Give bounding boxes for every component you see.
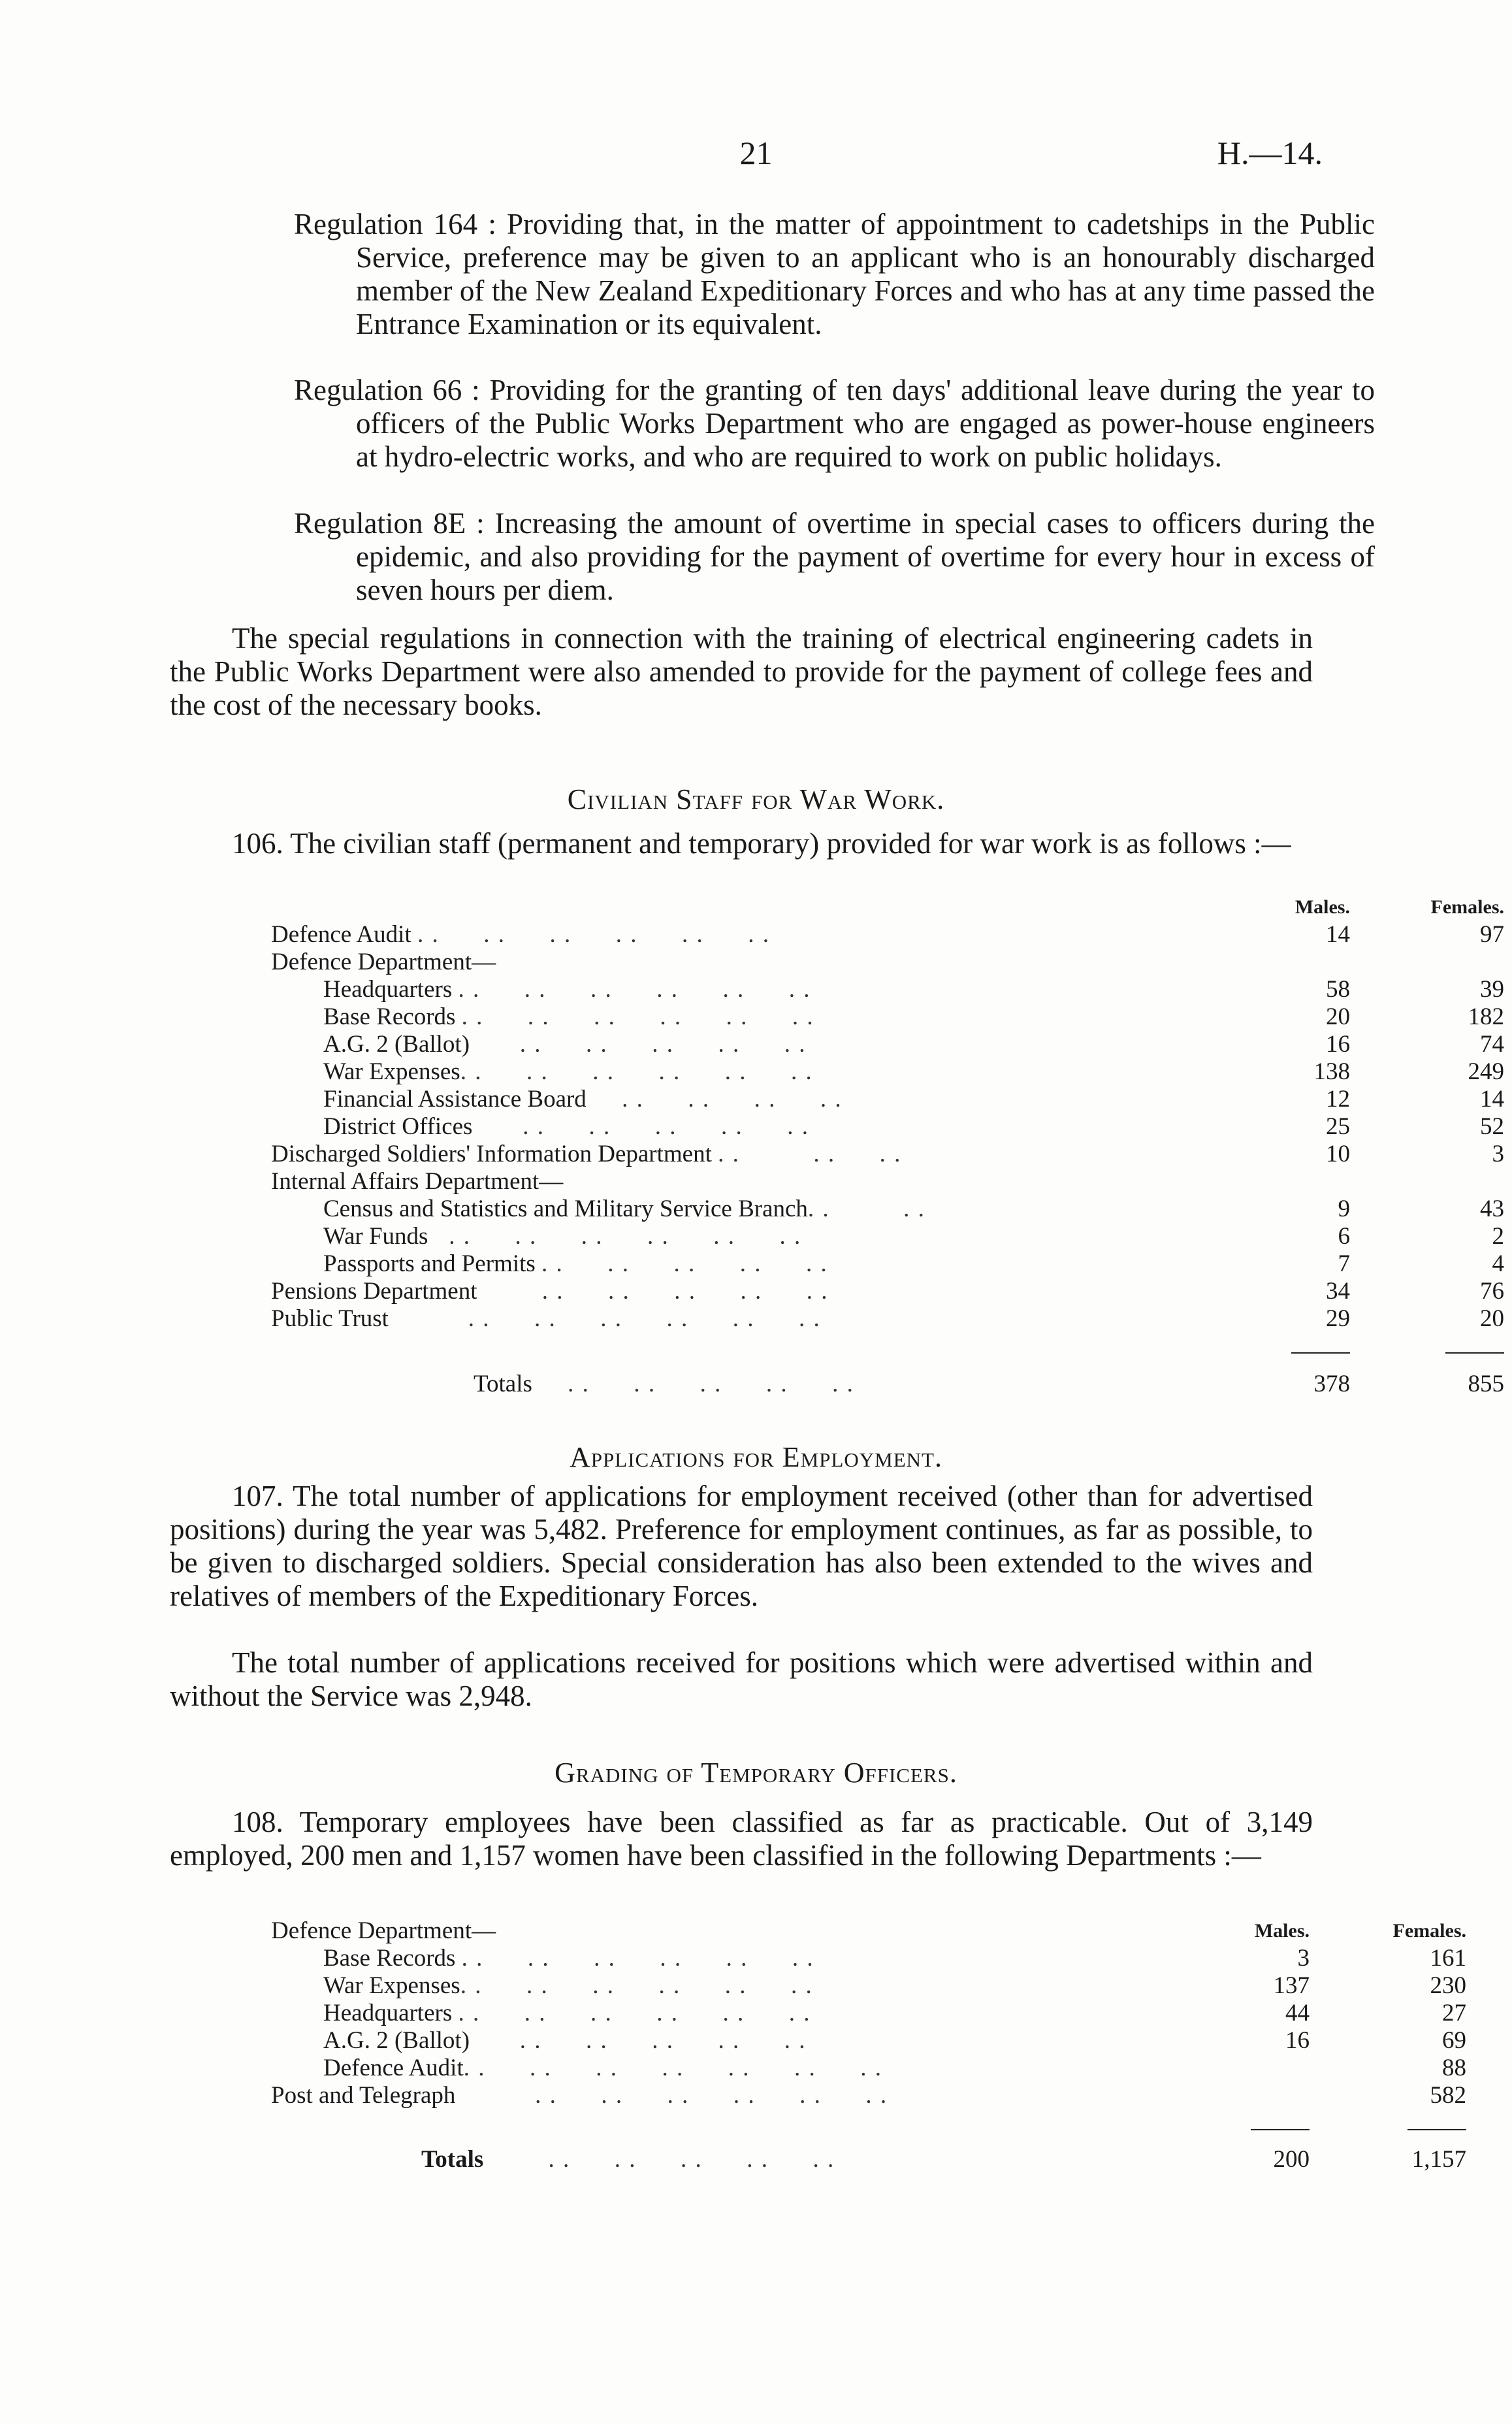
table-row: Pensions Department . . . . . . . . . . 34 76 [271,1278,1512,1305]
females-value: 4 [1492,1250,1504,1277]
regulation-lead: Regulation 66 : [294,374,480,406]
males-value: 34 [1325,1278,1350,1305]
total-rule [1445,1352,1504,1354]
females-value: 97 [1480,921,1504,948]
females-value: 3 [1492,1141,1504,1167]
totals-row: Totals . . . . . . . . . . 378 855 [271,1360,1512,1398]
table-row: Census and Statistics and Military Service Branch. . . . 9 43 [271,1195,1512,1223]
row-label: Public Trust [271,1305,389,1332]
totals-label: Totals [474,1371,532,1397]
females-value: 182 [1468,1003,1504,1030]
males-column-header: Males. [1254,1920,1310,1942]
males-value: 44 [1285,2000,1310,2026]
females-value: 74 [1480,1031,1504,1058]
males-value: 16 [1285,2027,1310,2054]
males-value [1185,2082,1310,2109]
total-rule [1251,2129,1310,2130]
total-males: 378 [1313,1371,1350,1397]
females-value: 20 [1480,1305,1504,1332]
females-column-header: Females. [1392,1920,1466,1942]
table-row: Discharged Soldiers' Information Department . . . . . . 10 3 [271,1141,1512,1168]
total-rule [1407,2129,1466,2130]
row-label: Post and Telegraph [271,2082,456,2109]
report-code: H.—14. [1217,135,1323,171]
table-row: Defence Audit. . . . . . . . . . . . . . 88 [271,2055,1474,2082]
table-row: Base Records . . . . . . . . . . . . 20 182 [271,1003,1512,1031]
males-value: 138 [1313,1058,1350,1085]
table-row: Defence Audit . . . . . . . . . . . . 14 97 [271,921,1512,949]
females-value: 69 [1442,2027,1466,2054]
row-label: Headquarters [323,976,453,1003]
table-row: Financial Assistance Board . . . . . . . . 12 14 [271,1086,1512,1113]
females-value: 27 [1442,2000,1466,2026]
males-value: 29 [1325,1305,1350,1332]
grading-table [271,1917,1474,2173]
applications-paragraph-2: The total number of applications received for positions which were advertised within and without the Service was 2,948. [170,1646,1313,1712]
section-heading-grading: Grading of Temporary Officers. [555,1757,957,1789]
table-row: District Offices . . . . . . . . . . 25 52 [271,1113,1512,1141]
females-value: 39 [1480,976,1504,1003]
females-value: 52 [1480,1113,1504,1140]
females-value: 14 [1480,1086,1504,1113]
row-label: War Expenses [323,1058,460,1085]
total-rule-row [271,2109,1474,2137]
males-value: 9 [1338,1195,1350,1222]
row-label: Base Records [323,1945,456,1972]
table-row [271,949,1512,976]
females-value: 2 [1492,1223,1504,1250]
males-value: 58 [1325,976,1350,1003]
row-label: War Expenses [323,1972,460,1999]
table-header-row [271,1917,1474,1945]
females-value: 43 [1480,1195,1504,1222]
row-label: A.G. 2 (Ballot) [323,2027,470,2054]
regulation-lead: Regulation 8E : [294,507,485,540]
row-label: Discharged Soldiers' Information Department [271,1141,712,1167]
regulation-8e [294,507,1375,607]
row-label: Headquarters [323,2000,453,2026]
table-row: A.G. 2 (Ballot) . . . . . . . . . . 16 69 [271,2027,1474,2055]
females-value: 249 [1468,1058,1504,1085]
table-row: A.G. 2 (Ballot) . . . . . . . . . . 16 74 [271,1031,1512,1058]
table-row: War Expenses. . . . . . . . . . . . 138 249 [271,1058,1512,1086]
regulation-text: Providing for the granting of ten days' additional leave during the year to officers of the Public Works Department who are engaged as power-house engineers at hydro-electric works, and who are required to work on public holidays. [356,374,1375,473]
civilian-staff-table [271,894,1512,1398]
males-value: 12 [1325,1086,1350,1113]
grading-intro: 108. Temporary employees have been classified as far as practicable. Out of 3,149 employed, 200 men and 1,157 women have been classified in the following Departments :— [170,1806,1313,1872]
females-column-header: Females. [1430,896,1504,918]
regulation-text: Increasing the amount of overtime in special cases to officers during the epidemic, and also providing for the payment of overtime for every hour in excess of seven hours per diem. [356,507,1375,606]
row-label: A.G. 2 (Ballot) [323,1031,470,1058]
row-label: Defence Audit [323,2055,464,2081]
row-label: Pensions Department [271,1278,477,1305]
row-label: Base Records [323,1003,456,1030]
table-row: Public Trust . . . . . . . . . . . . 29 20 [271,1305,1512,1333]
males-value: 16 [1325,1031,1350,1058]
table-row: Headquarters . . . . . . . . . . . . 44 27 [271,2000,1474,2027]
males-value: 14 [1325,921,1350,948]
section-heading-applications: Applications for Employment. [570,1441,942,1473]
total-males: 200 [1273,2146,1310,2173]
row-label: District Offices [323,1113,473,1140]
females-value: 161 [1430,1945,1466,1972]
total-rule [1291,1352,1350,1354]
civilian-staff-intro: 106. The civilian staff (permanent and temporary) provided for war work is as follows :— [232,827,1291,860]
regulation-66 [294,374,1375,474]
females-value: 582 [1430,2082,1466,2109]
row-label: Internal Affairs Department— [271,1168,564,1195]
males-value: 10 [1325,1141,1350,1167]
special-regulations-paragraph: The special regulations in connection with the training of electrical engineering cadets in the Public Works Department were also amended to provide for the payment of college fees and the cost of the necessary books. [170,622,1313,721]
row-label: Financial Assistance Board [323,1086,587,1113]
total-rule-row [271,1333,1512,1360]
males-value: 137 [1273,1972,1310,1999]
totals-row: Totals . . . . . . . . . . 200 1,157 [271,2137,1474,2173]
males-value: 7 [1338,1250,1350,1277]
table-row: Headquarters . . . . . . . . . . . . 58 39 [271,976,1512,1003]
table-row: War Funds . . . . . . . . . . . . 6 2 [271,1223,1512,1250]
table-row: War Expenses. . . . . . . . . . . . 137 230 [271,1972,1474,2000]
females-value: 230 [1430,1972,1466,1999]
table-row: Base Records . . . . . . . . . . . . 3 161 [271,1945,1474,1972]
total-females: 855 [1468,1371,1504,1397]
males-value: 25 [1325,1113,1350,1140]
females-value: 76 [1480,1278,1504,1305]
regulation-lead: Regulation 164 : [294,208,496,240]
males-value [1185,2055,1310,2082]
males-value: 20 [1325,1003,1350,1030]
row-label: Defence Department— [271,949,496,975]
row-label: War Funds [323,1223,428,1250]
totals-label: Totals [421,2146,484,2173]
table-row: Passports and Permits . . . . . . . . . . 7 4 [271,1250,1512,1278]
males-value: 6 [1338,1223,1350,1250]
row-label: Defence Department— [271,1917,496,1944]
applications-paragraph-1: 107. The total number of applications for employment received (other than for advertised positions) during the year was 5,482. Preference for employment continues, as far as possible, to be given to discharged soldiers. Special consideration has also been extended to the wives and relatives of members of the Expeditionary Forces. [170,1480,1313,1612]
row-label: Census and Statistics and Military Service Branch [323,1195,808,1222]
regulation-text: Providing that, in the matter of appointment to cadetships in the Public Service, preference may be given to an applicant who is an honourably discharged member of the New Zealand Expeditionary Forces and who has at any time passed the Entrance Examination or its equivalent. [356,208,1375,340]
total-females: 1,157 [1411,2146,1466,2173]
section-heading-civilian-staff: Civilian Staff for War Work. [567,783,945,815]
table-header-row [271,894,1512,921]
females-value: 88 [1442,2055,1466,2081]
row-label: Defence Audit [271,921,411,948]
regulation-164 [294,208,1375,341]
males-column-header: Males. [1295,896,1350,918]
table-row [271,1168,1512,1195]
page-number: 21 [739,135,773,171]
males-value: 3 [1297,1945,1310,1972]
row-label: Passports and Permits [323,1250,536,1277]
table-row: Post and Telegraph . . . . . . . . . . . . 582 [271,2082,1474,2109]
